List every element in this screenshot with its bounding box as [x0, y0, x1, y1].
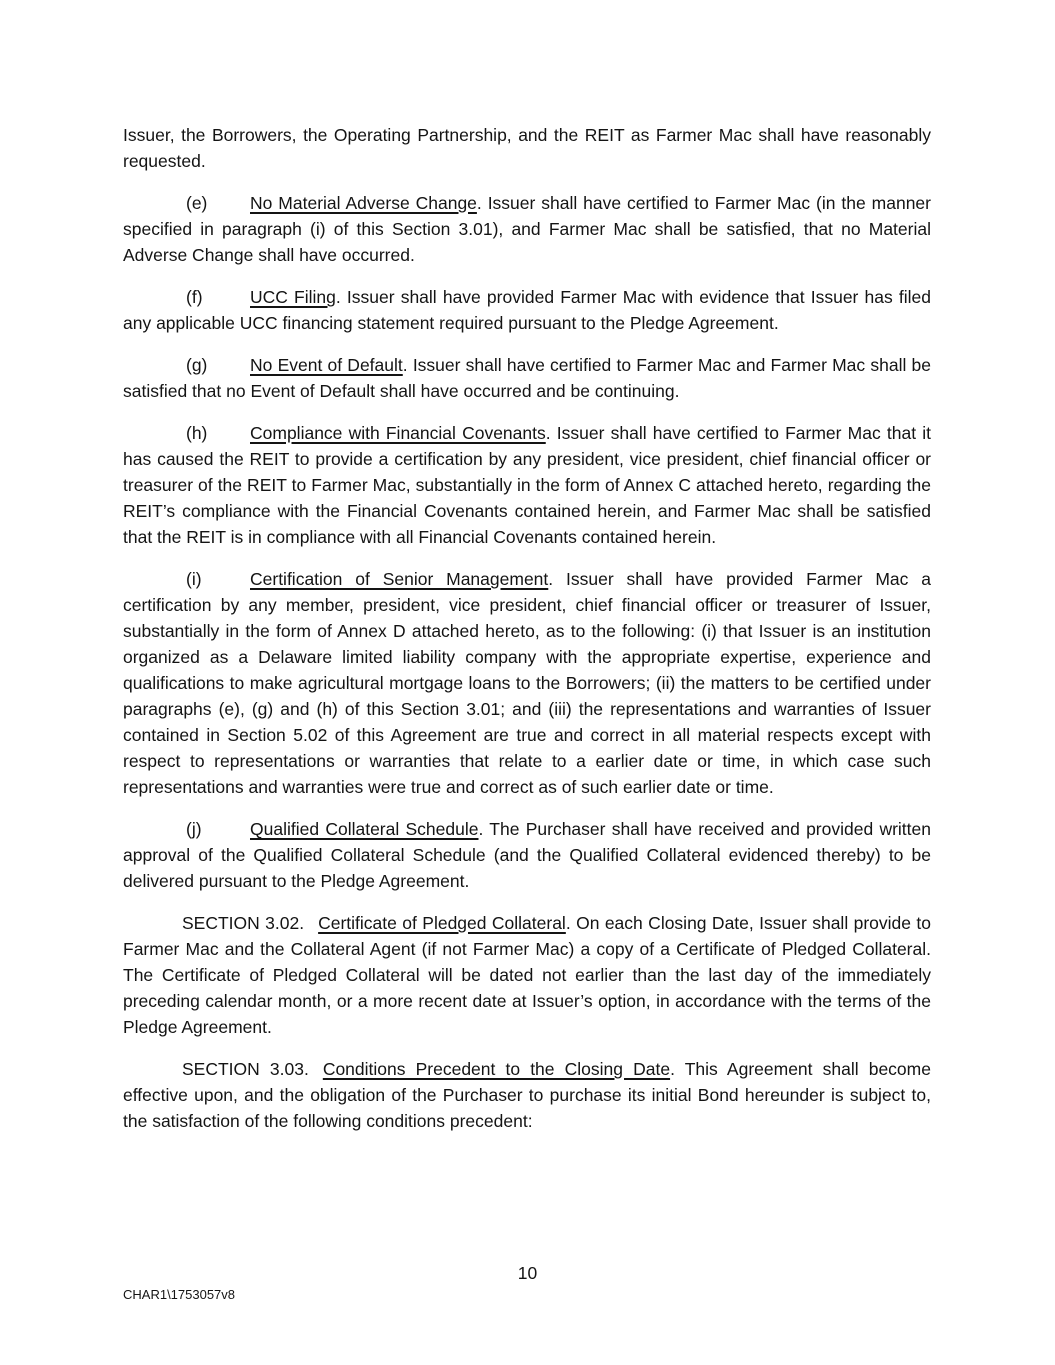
- clause-marker: (i): [186, 569, 202, 589]
- clause-text: . Issuer shall have certified to Farmer Mac that it has caused the REIT to provide a certification by any president, vice president, chief financial officer or treasurer of the REIT to Farmer Mac, substantially in the form of Annex C attached hereto, regarding the REIT’s compliance with the Financial Covenants contained herein, and Farmer Mac shall be satisfied that the REIT is in compliance with all Financial Covenants contained herein.: [123, 423, 932, 547]
- clause-marker: (j): [186, 819, 202, 839]
- clause-text: . The Purchaser shall have received and provided written approval of the Qualified Collateral Schedule (and the Qualified Collateral evidenced thereby) to be delivered pursuant to the Pledge Agreement.: [123, 819, 931, 891]
- clause-heading: Certification of Senior Management: [250, 569, 549, 589]
- section-heading: Certificate of Pledged Collateral: [318, 913, 566, 933]
- clause-paragraph-i: [123, 566, 931, 800]
- page-number: 10: [517, 1263, 538, 1283]
- clause-heading: UCC Filing: [250, 287, 336, 307]
- section-text: . This Agreement shall become effective upon, and the obligation of the Purchaser to purchase its initial Bond hereunder is subject to, the satisfaction of the following conditions precedent:: [123, 1059, 931, 1131]
- section-paragraph-3-03: [123, 1056, 931, 1134]
- section-heading: Conditions Precedent to the Closing Date: [322, 1059, 671, 1079]
- section-label: SECTION 3.02.: [182, 913, 305, 933]
- section-text: . On each Closing Date, Issuer shall provide to Farmer Mac and the Collateral Agent (if not Farmer Mac) a copy of a Certificate of Pledged Collateral. The Certificate of Pledged Collateral will be dated not earlier than the last day of the immediately preceding calendar month, or a more recent date at Issuer’s option, in accordance with the terms of the Pledge Agreement.: [123, 913, 931, 1037]
- clause-marker: (e): [186, 193, 208, 213]
- clause-heading: Compliance with Financial Covenants: [250, 423, 546, 443]
- section-label: SECTION 3.03.: [182, 1059, 309, 1079]
- clause-paragraph-f: [123, 284, 931, 336]
- continuation-paragraph: Issuer, the Borrowers, the Operating Partnership, and the REIT as Farmer Mac shall have reasonably requested.: [123, 125, 931, 171]
- clause-marker: (g): [186, 355, 208, 375]
- clause-paragraph-j: [123, 816, 931, 894]
- clause-marker: (h): [186, 423, 208, 443]
- clause-paragraph-e: [123, 190, 931, 268]
- clause-text: . Issuer shall have provided Farmer Mac with evidence that Issuer has filed any applicable UCC financing statement required pursuant to the Pledge Agreement.: [123, 287, 931, 333]
- clause-paragraph-h: [123, 420, 931, 550]
- doc-reference-number: CHAR1\1753057v8: [123, 1287, 236, 1302]
- clause-heading: Qualified Collateral Schedule: [250, 819, 479, 839]
- clause-marker: (f): [186, 287, 203, 307]
- clause-text: . Issuer shall have certified to Farmer Mac and Farmer Mac shall be satisfied that no Event of Default shall have occurred and be continuing.: [123, 355, 932, 401]
- clause-paragraph-g: [123, 352, 931, 404]
- section-paragraph-3-02: [123, 910, 931, 1040]
- clause-heading: No Event of Default: [250, 355, 403, 375]
- clause-heading: No Material Adverse Change: [250, 193, 477, 213]
- clause-text: . Issuer shall have provided Farmer Mac a certification by any member, president, vice president, chief financial officer or treasurer of Issuer, substantially in the form of Annex D attached hereto, as to the following: (i) that Issuer is an institution organized as a Delaware limited liability company with the appropriate expertise, experience and qualifications to make agricultural mortgage loans to the Borrowers; (ii) the matters to be certified under paragraphs (e), (g) and (h) of this Section 3.01; and (iii) the representations and warranties of Issuer contained in Section 5.02 of this Agreement are true and correct in all material respects except with respect to representations or warranties that relate to a earlier date or time, in which case such representations and warranties were true and correct as of such earlier date or time.: [123, 569, 931, 797]
- clause-text: . Issuer shall have certified to Farmer Mac (in the manner specified in paragraph (i) of this Section 3.01), and Farmer Mac shall be satisfied, that no Material Adverse Change shall have occurred.: [123, 193, 931, 265]
